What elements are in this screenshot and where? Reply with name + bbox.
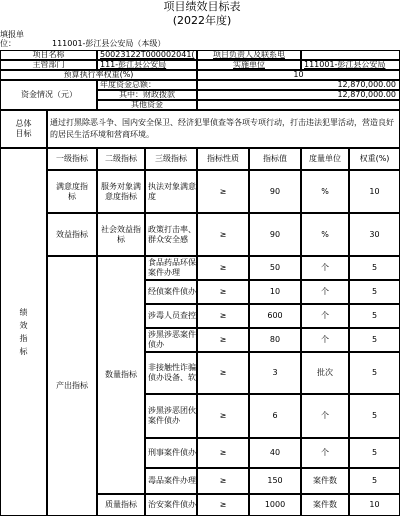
indicator-nature: ≥ <box>197 170 249 213</box>
level2-service-satisfaction: 服务对象满意度指标 <box>97 170 145 213</box>
fund-fiscal-label: 其中：财政拨款 <box>97 90 197 100</box>
indicator-value: 1000 <box>249 494 301 516</box>
indicator-unit: 个 <box>301 256 349 280</box>
indicator-name: 刑事案件侦办 <box>145 438 197 468</box>
indicator-nature: ≥ <box>197 213 249 256</box>
project-name-value: 50023122T000002041( <box>97 50 197 60</box>
header-level3: 三级指标 <box>145 148 197 170</box>
indicator-unit: 个 <box>301 328 349 352</box>
indicators-side-label: 绩效指标 <box>0 148 47 516</box>
indicator-name: 非接触性诈骗侦办设备、软 <box>145 352 197 394</box>
indicator-nature: ≥ <box>197 494 249 516</box>
header-nature: 指标性质 <box>197 148 249 170</box>
indicator-name: 涉毒人员查控 <box>145 304 197 328</box>
dept-label: 主管部门 <box>0 60 97 70</box>
fund-other-value <box>197 100 400 110</box>
page-subtitle: (2022年度) <box>172 14 232 27</box>
indicator-weight: 30 <box>349 213 400 256</box>
fund-other-label: 其他资金 <box>97 100 197 110</box>
goal-text: 通过打黑除恶斗争、国内安全保卫、经济犯罪侦查等各项专项行动，打击违法犯罪活动，营造良好的居民生活环境和营商环境。 <box>47 110 400 148</box>
indicator-weight: 5 <box>349 394 400 438</box>
indicator-name: 经侦案件侦办 <box>145 280 197 304</box>
indicator-value: 40 <box>249 438 301 468</box>
indicator-unit: 个 <box>301 304 349 328</box>
indicator-weight: 5 <box>349 304 400 328</box>
indicator-nature: ≥ <box>197 352 249 394</box>
weight-label: 预算执行率权重(%) <box>0 70 197 80</box>
indicator-value: 6 <box>249 394 301 438</box>
indicator-value: 10 <box>249 280 301 304</box>
goal-label: 总体目标 <box>0 110 47 148</box>
project-owner-label: 项目负责人及联系电 <box>197 50 301 60</box>
level1-satisfaction: 满意度指标 <box>47 170 97 213</box>
project-owner-value <box>301 50 400 60</box>
level2-quality: 质量指标 <box>97 494 145 516</box>
project-name-label: 项目名称 <box>0 50 97 60</box>
indicator-nature: ≥ <box>197 304 249 328</box>
indicator-value: 50 <box>249 256 301 280</box>
indicator-unit: 个 <box>301 280 349 304</box>
indicator-value: 150 <box>249 468 301 494</box>
header-level2: 二级指标 <box>97 148 145 170</box>
unit-label: 填报单位： <box>0 30 24 48</box>
indicator-unit: 案件数 <box>301 494 349 516</box>
indicator-weight: 5 <box>349 256 400 280</box>
indicator-name: 治安案件侦办 <box>145 494 197 516</box>
indicator-nature: ≥ <box>197 256 249 280</box>
impl-value: 111001-彭江县公安局 <box>301 60 400 70</box>
performance-table <box>0 35 400 516</box>
impl-label: 实施单位 <box>197 60 301 70</box>
indicator-name: 涉黑涉恶案件侦办 <box>145 328 197 352</box>
indicator-name: 毒品案件办理 <box>145 468 197 494</box>
indicator-value: 80 <box>249 328 301 352</box>
dept-value: 111-彭江县公安局 <box>97 60 197 70</box>
level2-quantity: 数量指标 <box>97 256 145 494</box>
indicator-unit: 个 <box>301 394 349 438</box>
header-level1: 一级指标 <box>47 148 97 170</box>
indicator-name: 食品药品环保案件办理 <box>145 256 197 280</box>
fund-label: 资金情况（元） <box>0 80 97 110</box>
indicator-nature: ≥ <box>197 328 249 352</box>
indicator-nature: ≥ <box>197 394 249 438</box>
indicator-name: 执法对象满意度 <box>145 170 197 213</box>
indicator-nature: ≥ <box>197 438 249 468</box>
indicator-name: 涉黑涉恶团伙案件侦办 <box>145 394 197 438</box>
fund-total-value: 12,870,000.00 <box>197 80 400 90</box>
indicator-unit: 案件数 <box>301 468 349 494</box>
fund-fiscal-value: 12,870,000.00 <box>197 90 400 100</box>
indicator-weight: 5 <box>349 468 400 494</box>
indicator-nature: ≥ <box>197 468 249 494</box>
indicator-value: 90 <box>249 170 301 213</box>
header-unit: 度量单位 <box>301 148 349 170</box>
indicator-unit: % <box>301 170 349 213</box>
level1-output: 产出指标 <box>47 256 97 516</box>
indicator-unit: 个 <box>301 438 349 468</box>
indicator-value: 3 <box>249 352 301 394</box>
indicator-value: 90 <box>249 213 301 256</box>
indicator-weight: 5 <box>349 328 400 352</box>
weight-value: 10 <box>197 70 400 80</box>
indicator-weight: 5 <box>349 438 400 468</box>
indicator-weight: 5 <box>349 280 400 304</box>
indicator-unit: % <box>301 213 349 256</box>
indicator-unit: 批次 <box>301 352 349 394</box>
header-weight: 权重(%) <box>349 148 400 170</box>
indicator-weight: 10 <box>349 494 400 516</box>
indicator-nature: ≥ <box>197 280 249 304</box>
level2-social-benefit: 社会效益指标 <box>97 213 145 256</box>
fund-total-label: 年度资金总额： <box>97 80 197 90</box>
indicator-weight: 5 <box>349 352 400 394</box>
indicator-weight: 10 <box>349 170 400 213</box>
indicator-name: 政策打击率、群众安全感 <box>145 213 197 256</box>
page-title: 项目绩效目标表 <box>163 0 241 13</box>
header-value: 指标值 <box>249 148 301 170</box>
indicator-value: 600 <box>249 304 301 328</box>
level1-benefit: 效益指标 <box>47 213 97 256</box>
unit-value: 111001-彭江县公安局（本级） <box>52 39 166 48</box>
